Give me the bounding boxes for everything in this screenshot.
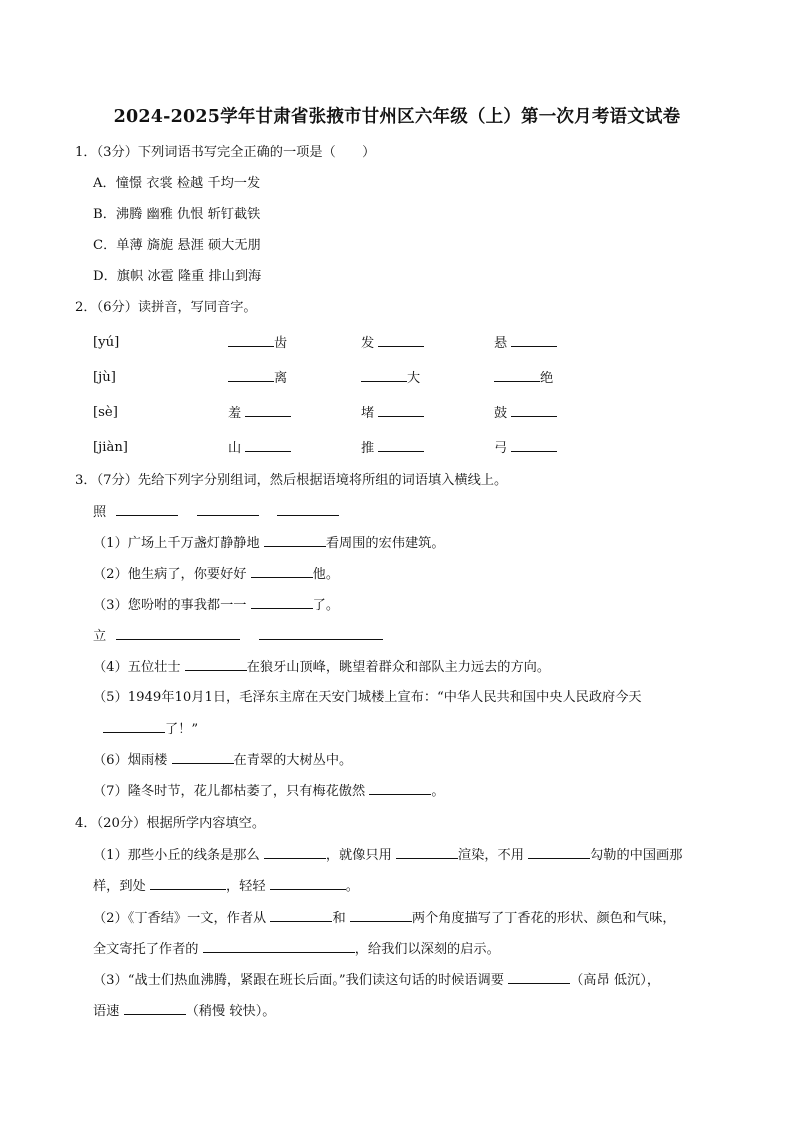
answer-blank[interactable]: [203, 939, 355, 953]
answer-blank[interactable]: [277, 502, 339, 516]
answer-blank[interactable]: [172, 750, 234, 764]
given-char: 离: [274, 371, 288, 386]
answer-blank[interactable]: [103, 719, 165, 733]
answer-blank[interactable]: [270, 876, 346, 890]
answer-blank[interactable]: [378, 333, 424, 347]
q2-stem: 2．（6分）读拼音，写同音字。: [75, 300, 257, 315]
answer-blank[interactable]: [396, 845, 458, 859]
given-char: 推: [361, 441, 375, 456]
answer-blank[interactable]: [350, 908, 412, 922]
q3-sentence-6: （6）烟雨楼 在青翠的大树丛中。: [93, 750, 352, 771]
q4-part-1-cont: 样，到处 ，轻轻 。: [93, 876, 359, 897]
answer-blank[interactable]: [124, 1001, 186, 1015]
answer-blank[interactable]: [185, 657, 247, 671]
answer-blank[interactable]: [264, 533, 326, 547]
q1-option-b: B．沸腾 幽雅 仇恨 斩钉截铁: [93, 207, 261, 222]
answer-blank[interactable]: [228, 368, 274, 382]
pinyin-label: [jù]: [93, 370, 116, 385]
answer-blank[interactable]: [494, 368, 540, 382]
q3-sentence-3: （3）您吩咐的事我都一一 了。: [93, 595, 339, 616]
given-char: 堵: [361, 406, 375, 421]
given-char: 羞: [228, 406, 242, 421]
pinyin-label: [jiàn]: [93, 440, 128, 455]
given-char: 大: [407, 371, 421, 386]
answer-blank[interactable]: [511, 333, 557, 347]
q1-option-a: A．憧憬 衣裳 检越 千均一发: [93, 176, 261, 191]
answer-blank[interactable]: [361, 368, 407, 382]
q3-sentence-4: （4）五位壮士 在狼牙山顶峰，眺望着群众和部队主力远去的方向。: [93, 657, 550, 678]
q4-stem: 4．（20分）根据所学内容填空。: [75, 816, 266, 831]
exam-title: 2024-2025学年甘肃省张掖市甘州区六年级（上）第一次月考语文试卷: [113, 107, 681, 127]
answer-blank[interactable]: [378, 438, 424, 452]
answer-blank[interactable]: [528, 845, 590, 859]
given-char: 鼓: [494, 406, 508, 421]
q3-sentence-1: （1）广场上千万盏灯静静地 看周围的宏伟建筑。: [93, 533, 445, 554]
given-char: 照: [93, 505, 107, 520]
answer-blank[interactable]: [245, 403, 291, 417]
q1-option-d: D．旗帜 冰雹 隆重 排山到海: [93, 269, 262, 284]
given-char: 发: [361, 336, 375, 351]
answer-blank[interactable]: [511, 403, 557, 417]
answer-blank[interactable]: [259, 626, 383, 640]
q4-part-2-cont: 全文寄托了作者的 ，给我们以深刻的启示。: [93, 939, 500, 960]
answer-blank[interactable]: [251, 564, 313, 578]
answer-blank[interactable]: [116, 502, 178, 516]
q3-stem: 3．（7分）先给下列字分别组词，然后根据语境将所组的词语填入横线上。: [75, 473, 508, 488]
answer-blank[interactable]: [270, 908, 332, 922]
answer-blank[interactable]: [116, 626, 240, 640]
q1-option-c: C．单薄 旖旎 悬涯 硕大无朋: [93, 238, 261, 253]
q3-sentence-2: （2）他生病了，你要好好 他。: [93, 564, 339, 585]
answer-blank[interactable]: [245, 438, 291, 452]
q1-stem: 1．（3分）下列词语书写完全正确的一项是（ ）: [75, 145, 376, 160]
q4-part-2: （2）《丁香结》一文，作者从 和 两个角度描写了丁香花的形状、颜色和气味，: [93, 908, 676, 929]
q3-sentence-5: （5）1949年10月1日，毛泽东主席在天安门城楼上宣布：“中华人民共和国中央人民政府今天: [93, 690, 642, 705]
answer-blank[interactable]: [150, 876, 226, 890]
q4-part-3-cont: 语速 （稍慢 较快）。: [93, 1001, 275, 1022]
compose-row-zhao: [93, 502, 339, 523]
answer-blank[interactable]: [369, 781, 431, 795]
q4-part-1: （1）那些小丘的线条是那么 ，就像只用 渲染，不用 勾勒的中国画那: [93, 845, 682, 866]
compose-row-li: [93, 626, 383, 647]
given-char: 立: [93, 629, 107, 644]
answer-blank[interactable]: [197, 502, 259, 516]
given-char: 齿: [274, 336, 288, 351]
given-char: 弓: [494, 441, 508, 456]
given-char: 山: [228, 441, 242, 456]
pinyin-label: [sè]: [93, 405, 118, 420]
q3-sentence-5-cont: 了！”: [103, 719, 198, 740]
pinyin-label: [yú]: [93, 335, 120, 350]
given-char: 绝: [540, 371, 554, 386]
answer-blank[interactable]: [228, 333, 274, 347]
answer-blank[interactable]: [511, 438, 557, 452]
answer-blank[interactable]: [264, 845, 326, 859]
q4-part-3: （3）“战士们热血沸腾，紧跟在班长后面。”我们读这句话的时候语调要 （高昂 低沉），: [93, 970, 660, 991]
given-char: 悬: [494, 336, 508, 351]
answer-blank[interactable]: [251, 595, 313, 609]
answer-blank[interactable]: [508, 970, 570, 984]
q3-sentence-7: （7）隆冬时节，花儿都枯萎了，只有梅花傲然 。: [93, 781, 445, 802]
answer-blank[interactable]: [378, 403, 424, 417]
